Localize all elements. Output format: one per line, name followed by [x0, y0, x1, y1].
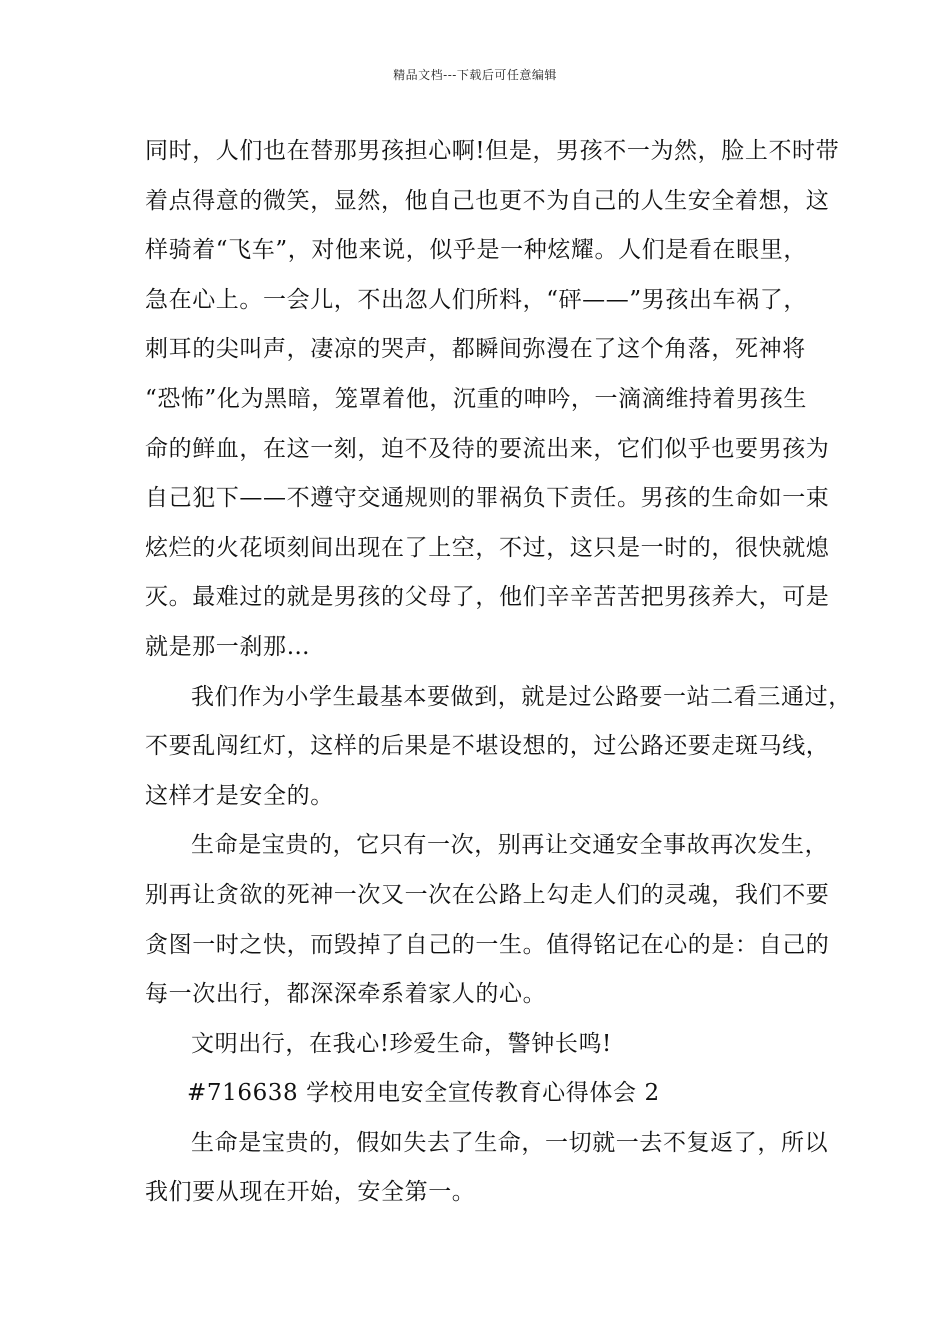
text-line: 着点得意的微笑，显然，他自己也更不为自己的人生安全着想，这 — [145, 187, 830, 214]
text-line: 贪图一时之快，而毁掉了自己的一生。值得铭记在心的是：自己的 — [145, 931, 830, 958]
text-line: 炫烂的火花顷刻间出现在了上空，不过，这只是一时的，很快就熄 — [145, 534, 830, 561]
text-line: 生命是宝贵的，它只有一次，别再让交通安全事故再次发生， — [191, 832, 829, 859]
text-line: 不要乱闯红灯，这样的后果是不堪设想的，过公路还要走斑马线， — [145, 733, 830, 760]
text-line: 生命是宝贵的，假如失去了生命，一切就一去不复返了，所以 — [191, 1129, 829, 1156]
section-heading — [145, 1069, 835, 1119]
text-line: 我们作为小学生最基本要做到，就是过公路要一站二看三通过， — [191, 683, 852, 710]
text-line: 这样才是安全的。 — [145, 782, 334, 809]
text-line: “恐怖”化为黑暗，笼罩着他，沉重的呻吟，一滴滴维持着男孩生 — [145, 385, 807, 412]
paragraph-4 — [145, 1020, 835, 1070]
paragraph-2 — [145, 673, 852, 822]
paragraph-6 — [145, 1119, 835, 1218]
page-header: 精品文档---下载后可任意编辑 — [393, 68, 557, 82]
document-body — [145, 127, 852, 1218]
text-line: 灭。最难过的就是男孩的父母了，他们辛辛苦苦把男孩养大，可是 — [145, 584, 830, 611]
text-line: 自己犯下——不遵守交通规则的罪祸负下责任。男孩的生命如一束 — [145, 485, 830, 512]
text-line: 样骑着“飞车”，对他来说，似乎是一种炫耀。人们是看在眼里， — [145, 237, 807, 264]
heading-line: #716638 学校用电安全宣传教育心得体会 2 — [187, 1080, 660, 1107]
text-line: 我们要从现在开始，安全第一。 — [145, 1179, 476, 1206]
text-line: 文明出行，在我心!珍爱生命，警钟长鸣! — [191, 1030, 612, 1057]
text-line: 别再让贪欲的死神一次又一次在公路上勾走人们的灵魂，我们不要 — [145, 881, 830, 908]
text-line: 命的鲜血，在这一刻，迫不及待的要流出来，它们似乎也要男孩为 — [145, 435, 830, 462]
paragraph-1 — [145, 127, 840, 673]
text-line: 刺耳的尖叫声，凄凉的哭声，都瞬间弥漫在了这个角落，死神将 — [145, 336, 806, 363]
text-line: 就是那一刹那… — [145, 633, 311, 660]
text-line: 同时，人们也在替那男孩担心啊!但是，男孩不一为然，脸上不时带 — [145, 138, 840, 164]
paragraph-3 — [145, 821, 835, 1019]
text-line: 每一次出行，都深深牵系着家人的心。 — [145, 981, 547, 1008]
text-line: 急在心上。一会儿，不出忽人们所料，“砰——”男孩出车祸了， — [145, 286, 807, 313]
